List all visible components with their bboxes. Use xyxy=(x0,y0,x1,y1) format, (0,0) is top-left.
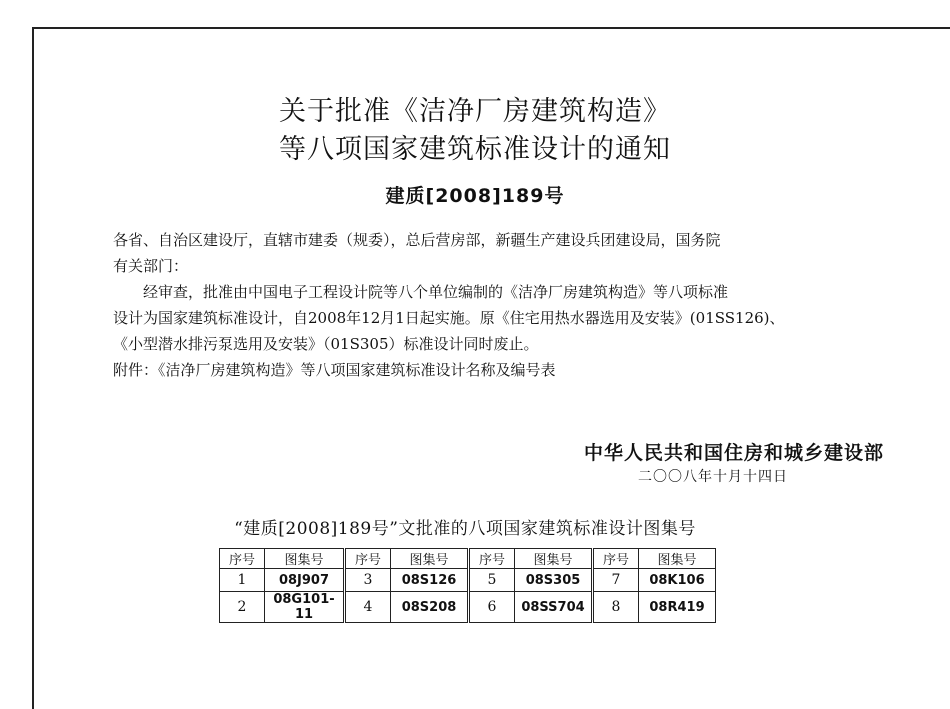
body-line-abolished: 《小型潜水排污泵选用及安装》（01S305）标准设计同时废止。 xyxy=(113,335,539,353)
code-table-title: “建质[2008]189号”文批准的八项国家建筑标准设计图集号 xyxy=(234,519,696,539)
seq-cell: 8 xyxy=(593,592,639,623)
header-seq: 序号 xyxy=(345,549,391,569)
body-line-addressees: 各省、自治区建设厅，直辖市建委（规委），总后营房部，新疆生产建设兵团建设局，国务院 xyxy=(113,231,721,249)
seq-cell: 7 xyxy=(593,569,639,592)
code-cell: 08G101-11 xyxy=(265,592,345,623)
seq-cell: 4 xyxy=(345,592,391,623)
header-seq: 序号 xyxy=(469,549,515,569)
notice-body xyxy=(113,227,893,383)
body-line-effective: 设计为国家建筑标准设计，自2008年12月1日起实施。原《住宅用热水器选用及安装》(01SS126)、 xyxy=(113,309,785,327)
seq-cell: 3 xyxy=(345,569,391,592)
header-code: 图集号 xyxy=(265,549,345,569)
header-seq: 序号 xyxy=(220,549,265,569)
code-cell: 08J907 xyxy=(265,569,345,592)
document-number: 建质[2008]189号 xyxy=(385,185,565,207)
code-cell: 08K106 xyxy=(639,569,716,592)
notice-title-line2: 等八项国家建筑标准设计的通知 xyxy=(279,134,671,165)
header-code: 图集号 xyxy=(639,549,716,569)
body-line-attachment: 附件：《洁净厂房建筑构造》等八项国家建筑标准设计名称及编号表 xyxy=(113,361,556,379)
code-cell: 08S126 xyxy=(391,569,469,592)
seq-cell: 6 xyxy=(469,592,515,623)
seq-cell: 2 xyxy=(220,592,265,623)
table-row xyxy=(220,569,716,592)
body-line-addressees-cont: 有关部门： xyxy=(113,257,189,275)
header-code: 图集号 xyxy=(391,549,469,569)
header-code: 图集号 xyxy=(515,549,593,569)
code-cell: 08R419 xyxy=(639,592,716,623)
header-seq: 序号 xyxy=(593,549,639,569)
issue-date: 二〇〇八年十月十四日 xyxy=(638,469,788,485)
table-row xyxy=(220,592,716,623)
notice-title-line1: 关于批准《洁净厂房建筑构造》 xyxy=(279,96,671,127)
seq-cell: 5 xyxy=(469,569,515,592)
body-line-approval: 经审查，批准由中国电子工程设计院等八个单位编制的《洁净厂房建筑构造》等八项标准 xyxy=(143,283,729,301)
code-cell: 08S208 xyxy=(391,592,469,623)
code-cell: 08S305 xyxy=(515,569,593,592)
seq-cell: 1 xyxy=(220,569,265,592)
atlas-code-table xyxy=(219,548,716,623)
code-cell: 08SS704 xyxy=(515,592,593,623)
issuer-name: 中华人民共和国住房和城乡建设部 xyxy=(583,442,884,464)
table-header-row xyxy=(220,549,716,569)
